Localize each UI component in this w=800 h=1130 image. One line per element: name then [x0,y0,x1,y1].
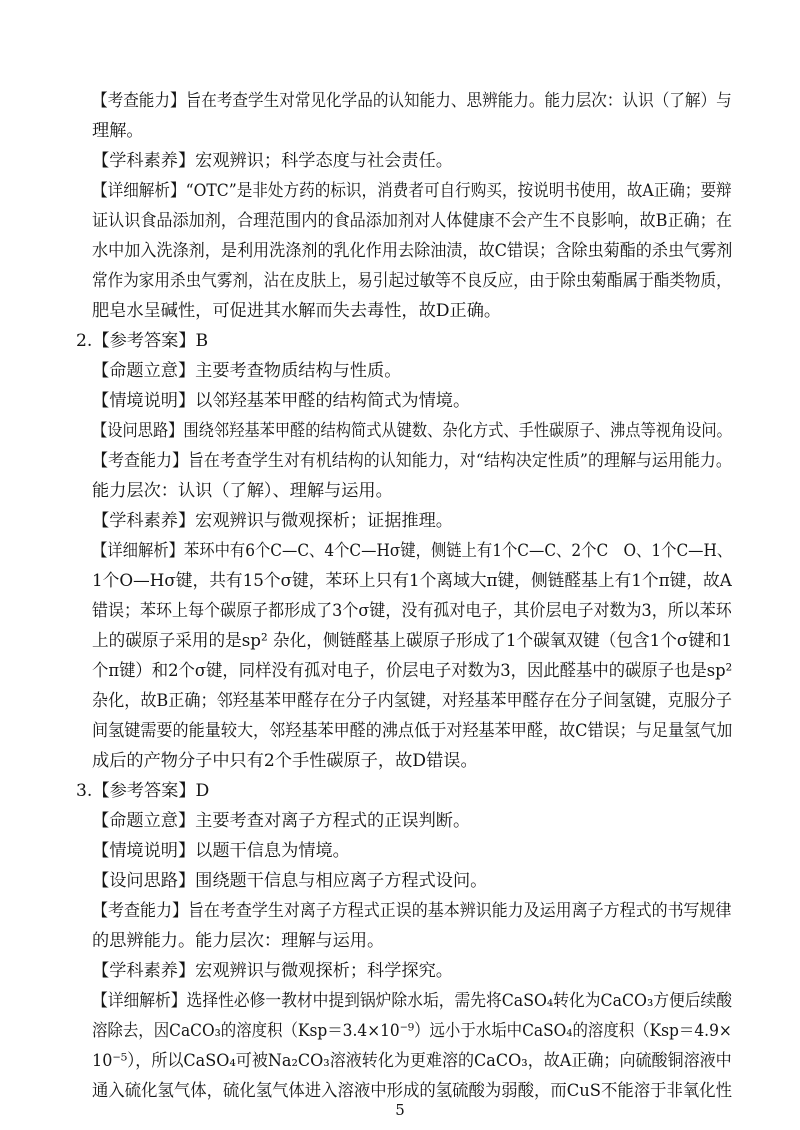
text-line: 成后的产物分子中只有2个手性碳原子，故D错误。 [92,751,478,771]
text-line: 上的碳原子采用的是sp² 杂化，侧链醛基上碳原子形成了1个碳氧双键（包含1个σ键和1 [92,631,733,651]
text-line: 个π键）和2个σ键，同样没有孤对电子，价层电子对数为3，因此醛基中的碳原子也是sp² [92,661,733,681]
text-line: 【考查能力】旨在考查学生对有机结构的认知能力，对“结构决定性质”的理解与运用能力。 [92,451,732,471]
text-line: 【详细解析】选择性必修一教材中提到锅炉除水垢，需先将CaSO₄转化为CaCO₃方便后续酸 [92,991,733,1011]
text-line: 常作为家用杀虫气雾剂，沾在皮肤上，易引起过敏等不良反应，由于除虫菊酯属于酯类物质， [92,271,732,291]
text-line: 【考查能力】旨在考查学生对离子方程式正误的基本辨识能力及运用离子方程式的书写规律 [92,901,732,921]
text-line: 【命题立意】主要考查对离子方程式的正误判断。 [92,811,471,831]
text-line: 通入硫化氢气体，硫化氢气体进入溶液中形成的氢硫酸为弱酸，而CuS不能溶于非氧化性 [92,1081,732,1101]
text-line: 【学科素养】宏观辨识与微观探析；证据推理。 [92,511,453,531]
text-line: 【详细解析】苯环中有6个C—C、4个C—Hσ键，侧链上有1个C—C、2个C O、1个C—H、 [92,541,733,561]
text-line: 【情境说明】以题干信息为情境。 [92,841,350,861]
text-line: 10⁻⁵），所以CaSO₄可被Na₂CO₃溶液转化为更难溶的CaCO₃，故A正确；向硫酸铜溶液中 [92,1051,732,1071]
text-line: 肥皂水呈碱性，可促进其水解而失去毒性，故D正确。 [92,301,502,321]
text-line: 【学科素养】宏观辨识；科学态度与社会责任。 [92,151,453,171]
text-line: 能力层次：认识（了解）、理解与运用。 [92,481,393,501]
text-line: 杂化，故B正确；邻羟基苯甲醛存在分子内氢键，对羟基苯甲醛存在分子间氢键，克服分子 [92,691,732,711]
text-line: 【设问思路】围绕题干信息与相应离子方程式设问。 [92,871,488,891]
text-line: 水中加入洗涤剂，是利用洗涤剂的乳化作用去除油渍，故C错误；含除虫菊酯的杀虫气雾剂 [92,241,733,261]
text-line: 【学科素养】宏观辨识与微观探析；科学探究。 [92,961,453,981]
text-line: 证认识食品添加剂，合理范围内的食品添加剂对人体健康不会产生不良影响，故B正确；在 [92,211,732,231]
text-line: 【考查能力】旨在考查学生对常见化学品的认知能力、思辨能力。能力层次：认识（了解）与 [92,91,732,111]
text-line: 理解。 [92,121,144,141]
text-line: 1个O—Hσ键，共有15个σ键，苯环上只有1个离域大π键，侧链醛基上有1个π键，故A [92,571,732,591]
text-line: 【详细解析】“OTC”是非处方药的标识，消费者可自行购买，按说明书使用，故A正确；要辩 [92,181,732,201]
page-number: 5 [395,1101,405,1119]
answer-heading: 2.【参考答案】B [76,331,209,351]
text-line: 【情境说明】以邻羟基苯甲醛的结构简式为情境。 [92,391,471,411]
text-line: 间氢键需要的能量较大，邻羟基苯甲醛的沸点低于对羟基苯甲醛，故C错误；与足量氢气加 [92,721,733,741]
text-line: 的思辨能力。能力层次：理解与运用。 [92,931,385,951]
text-line: 溶除去，因CaCO₃的溶度积（Ksp＝3.4×10⁻⁹）远小于水垢中CaSO₄的溶度积（Ksp＝4.9× [92,1021,732,1041]
text-line: 【设问思路】围绕邻羟基苯甲醛的结构简式从键数、杂化方式、手性碳原子、沸点等视角设问。 [92,421,732,441]
text-line: 错误；苯环上每个碳原子都形成了3个σ键，没有孤对电子，其价层电子对数为3，所以苯环 [92,601,732,621]
text-line: 【命题立意】主要考查物质结构与性质。 [92,361,402,381]
answer-heading: 3.【参考答案】D [76,781,210,801]
